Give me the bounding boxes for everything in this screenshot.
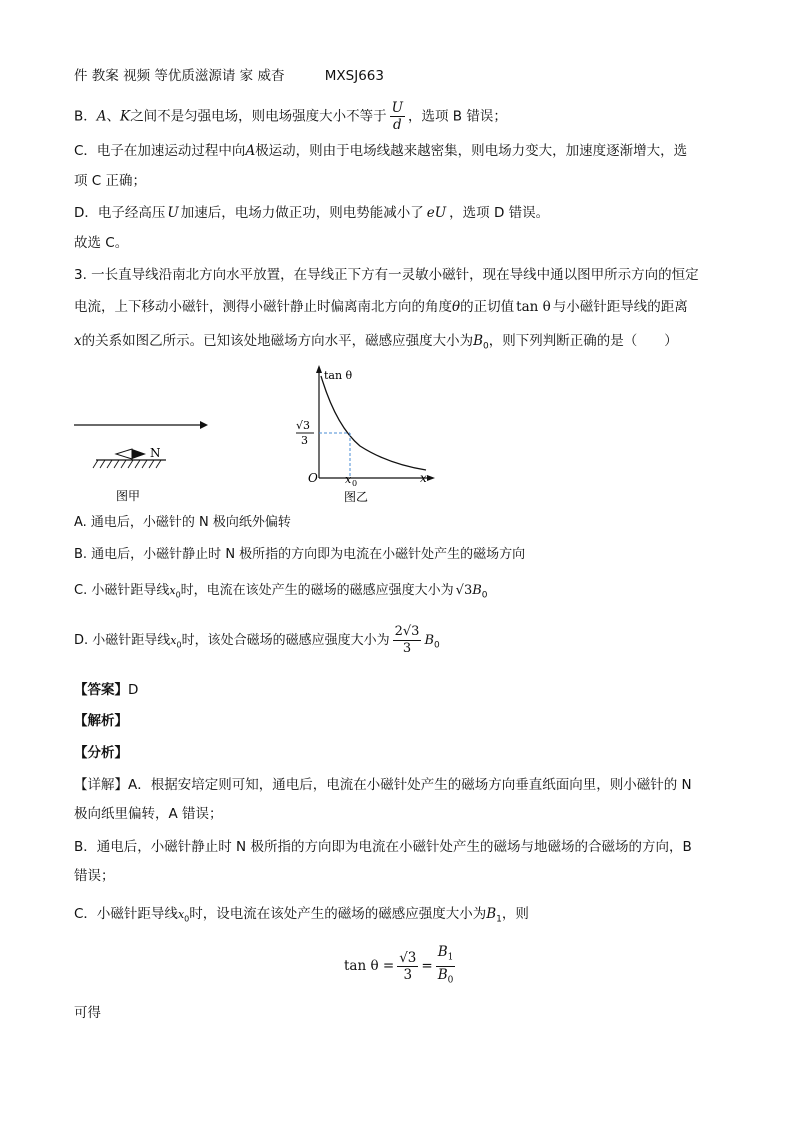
x-arrow [427,475,435,481]
eq-lhs: tan θ = [344,958,395,975]
x0-sub: 0 [175,590,181,600]
var-k: K [120,108,131,125]
figure-jia [70,412,220,504]
var-b0: B [424,633,434,648]
y-axis-label: tan θ [324,369,353,382]
q3-mid: 的关系如图乙所示。已知该处地磁场方向水平，磁感应强度大小为 [81,333,474,349]
q2-mid: 的正切值 [460,299,515,315]
var-x: x [74,333,82,349]
x5-post: ，则 [501,906,529,922]
c-mid: 时，电流在该处产生的磁场的磁感应强度大小为 [180,583,454,598]
b-mid: 之间不是匀强电场，则电场强度大小不等于 [130,108,387,125]
var-b0: B [473,333,484,349]
question-line-2 [74,297,688,317]
var-x0: x [170,634,177,647]
option-b: B. 通电后，小磁针静止时 N 极所指的方向即为电流在小磁针处产生的磁场方向 [74,547,526,562]
eq-den: 3 [403,966,413,983]
fraction-u-d [390,100,405,133]
prev-choose: 故选 C。 [74,235,129,251]
decay-curve [321,376,426,470]
fig-yi-label: 图乙 [344,490,369,504]
option-c [74,581,488,606]
var-x0: x [169,584,176,597]
question-line-1: 3. 一长直导线沿南北方向水平放置，在导线正下方有一灵敏小磁针，现在导线中通以图甲所示方向的恒定 [74,267,699,283]
prev-option-c-line2: 项 C 正确； [74,173,147,189]
var-eu: eU [426,205,447,221]
fenxi-label: 【分析】 [74,745,128,761]
sqrt3: √3 [455,583,473,598]
answer-value: D [128,682,139,698]
var-b0: B [472,583,482,598]
detail-line-3: B．通电后，小磁针静止时 N 极所指的方向即为电流在小磁针处产生的磁场与地磁场的合磁场的方向，B [74,839,692,855]
fig-jia-label: 图甲 [116,489,141,503]
answer-line [74,680,138,700]
detail-line-1: 【详解】A．根据安培定则可知，通电后，电流在小磁针处产生的磁场方向垂直纸面向里，则小磁针的 N [74,777,692,793]
den-3: 3 [301,434,308,447]
var-a: A [96,108,107,125]
current-arrow [200,421,208,429]
var-u: U [167,205,179,221]
c-pre: C. 小磁针距导线 [74,583,170,598]
b0-sub: 0 [483,341,489,352]
prev-option-c-line1 [74,141,687,161]
eq-b0 [436,967,456,989]
x0-label: x [345,473,352,486]
header-watermark [74,66,384,86]
equation-tan [344,944,458,988]
q2-post: 与小磁针距导线的距离 [552,299,688,315]
ground-hatch [93,460,161,468]
detail-line-5 [74,904,529,930]
header-text: 件 教案 视频 等优质滋源请 家 威杳 [74,68,285,84]
b1: B [437,944,448,960]
b-post: ，选项 B 错误； [408,108,507,125]
b1-sub: 1 [496,914,502,925]
eq-b1 [436,944,456,967]
d-pre: D．电子经高压 [74,205,166,221]
x-axis-label: x [420,471,427,485]
header-code: MXSJ663 [324,68,384,84]
x5-pre: C．小磁针距导线 [74,906,178,922]
y-arrow [316,365,322,373]
eq-num: √3 [399,949,417,966]
b0-sub: 0 [481,590,488,601]
x0-sub: 0 [184,914,190,924]
d-post: ，选项 D 错误。 [449,205,550,221]
frac-num: U [391,100,403,116]
var-x0: x [177,908,185,921]
b-prefix: B． [74,108,97,125]
compass-needle-white [116,449,132,459]
b0: B [437,966,448,983]
prev-option-b [74,100,507,133]
frac-den: 3 [402,641,412,656]
eq-frac-sqrt3 [397,950,418,983]
x5-mid: 时，设电流在该处产生的磁场的磁感应强度大小为 [189,906,487,922]
eq-equals: = [421,958,433,975]
x0-sub: 0 [352,479,358,488]
kede-text: 可得 [74,1005,101,1021]
theta-symbol: θ [452,299,461,315]
option-d [74,624,440,657]
sep: 、 [106,108,121,125]
frac-den: d [392,117,402,133]
b0-sub: 0 [447,975,454,986]
compass-needle-black [132,449,146,459]
origin-label: O [308,471,318,485]
frac-num: 2√3 [394,624,420,639]
jiexi-label: 【解析】 [74,713,128,729]
question-line-3 [74,331,678,357]
c1-pre: C．电子在加速运动过程中向 [74,143,246,159]
var-b1: B [486,906,497,922]
d-mid: 时，该处合磁场的磁感应强度大小为 [181,633,390,648]
d-pre: D. 小磁针距导线 [74,633,171,648]
option-a: A. 通电后，小磁针的 N 极向纸外偏转 [74,515,291,530]
tan-theta: tan θ [516,299,551,315]
detail-line-2: 极向纸里偏转，A 错误； [74,806,223,822]
var-a: A [245,143,256,159]
fraction-2sqrt3-3 [393,624,422,657]
detail-line-4: 错误； [74,868,115,884]
q2-pre: 电流，上下移动小磁针，测得小磁针静止时偏离南北方向的角度 [74,299,452,315]
n-label: N [150,446,161,460]
sqrt3-num: √3 [296,419,311,432]
x0-sub: 0 [176,640,182,650]
q3-post: ，则下列判断正确的是（ ） [488,333,678,349]
eq-frac-b [436,944,456,988]
c1-post: 极运动，则由于电场线越来越密集，则电场力变大，加速度逐渐增大，选 [255,143,688,159]
prev-option-d [74,203,549,223]
b1-sub: 1 [447,952,454,963]
figure-yi [292,364,442,504]
answer-label: 【答案】 [74,682,128,698]
b0-sub: 0 [434,640,440,651]
d-mid: 加速后，电场力做正功，则电势能减小了 [180,205,424,221]
